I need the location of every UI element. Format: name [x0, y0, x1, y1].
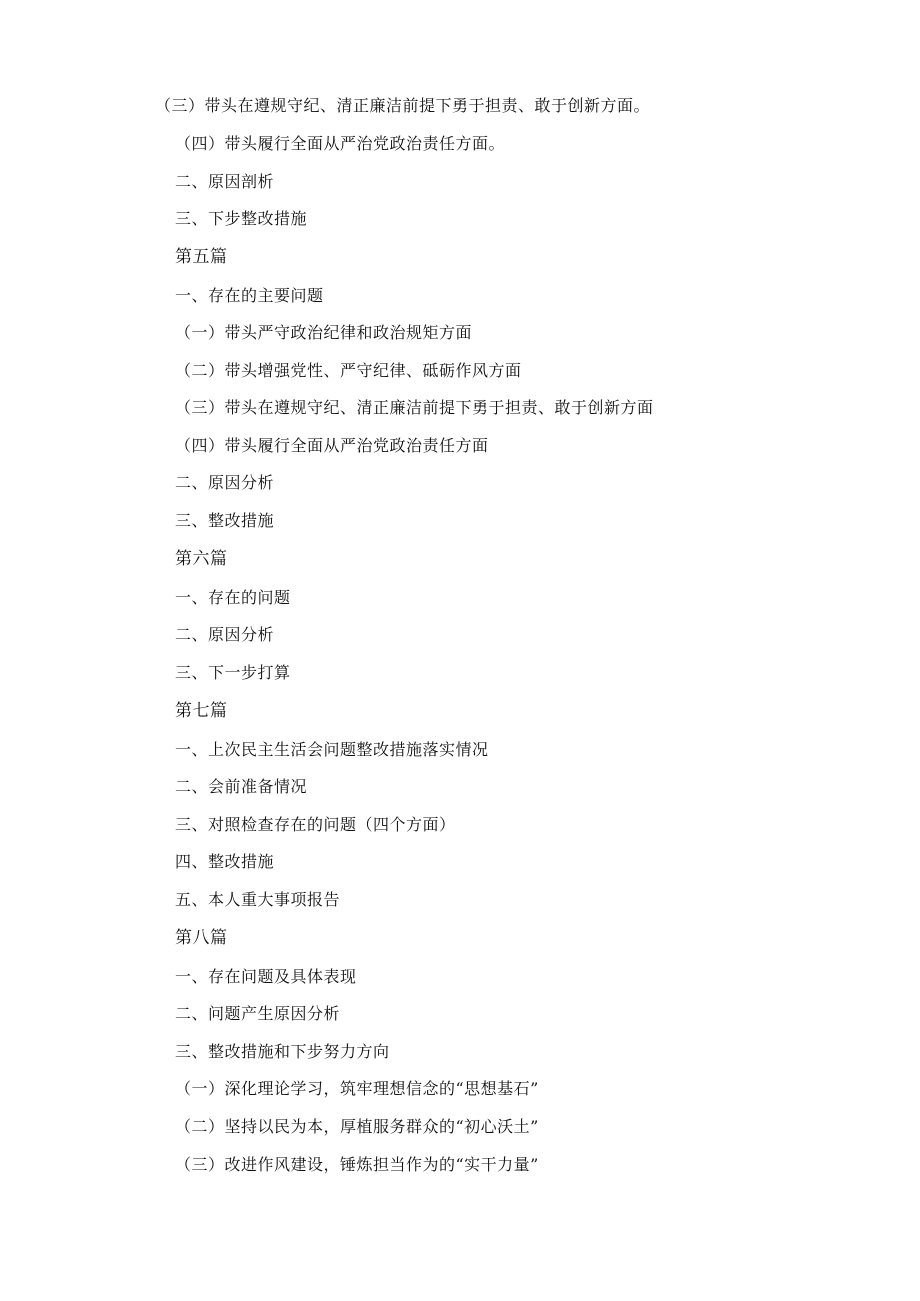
section-heading: 三、整改措施 — [175, 511, 275, 530]
text-line: （一）深化理论学习，筑牢理想信念的“思想基石” — [175, 1079, 539, 1098]
section-heading: 二、原因分析 — [175, 473, 275, 492]
chapter-title: 第六篇 — [175, 549, 228, 569]
text-line: （三）带头在遵规守纪、清正廉洁前提下勇于担责、敢于创新方面。 — [155, 96, 651, 115]
chapter-title: 第八篇 — [175, 928, 228, 948]
section-heading: 一、存在的主要问题 — [175, 286, 324, 305]
section-heading: 三、下步整改措施 — [175, 209, 308, 228]
chapter-title: 第七篇 — [175, 701, 228, 721]
section-heading: 四、整改措施 — [175, 852, 275, 871]
section-heading: 三、下一步打算 — [175, 663, 291, 682]
section-heading: 三、整改措施和下步努力方向 — [175, 1042, 390, 1061]
section-heading: 五、本人重大事项报告 — [175, 890, 341, 909]
section-heading: 一、上次民主生活会问题整改措施落实情况 — [175, 740, 489, 759]
section-heading: 一、存在的问题 — [175, 588, 291, 607]
text-line: （二）带头增强党性、严守纪律、砥砺作风方面 — [175, 361, 522, 380]
section-heading: 二、原因分析 — [175, 625, 275, 644]
section-heading: 一、存在问题及具体表现 — [175, 967, 357, 986]
text-line: （三）改进作风建设，锤炼担当作为的“实干力量” — [175, 1155, 539, 1174]
text-line: （四）带头履行全面从严治党政治责任方面 — [175, 436, 489, 455]
section-heading: 三、对照检查存在的问题（四个方面） — [175, 815, 456, 834]
text-line: （二）坚持以民为本，厚植服务群众的“初心沃土” — [175, 1117, 539, 1136]
section-heading: 二、原因剖析 — [175, 172, 275, 191]
text-line: （三）带头在遵规守纪、清正廉洁前提下勇于担责、敢于创新方面 — [175, 398, 654, 417]
text-line: （四）带头履行全面从严治党政治责任方面。 — [175, 134, 506, 153]
chapter-title: 第五篇 — [175, 247, 228, 267]
section-heading: 二、问题产生原因分析 — [175, 1004, 341, 1023]
text-line: （一）带头严守政治纪律和政治规矩方面 — [175, 323, 473, 342]
section-heading: 二、会前准备情况 — [175, 777, 308, 796]
